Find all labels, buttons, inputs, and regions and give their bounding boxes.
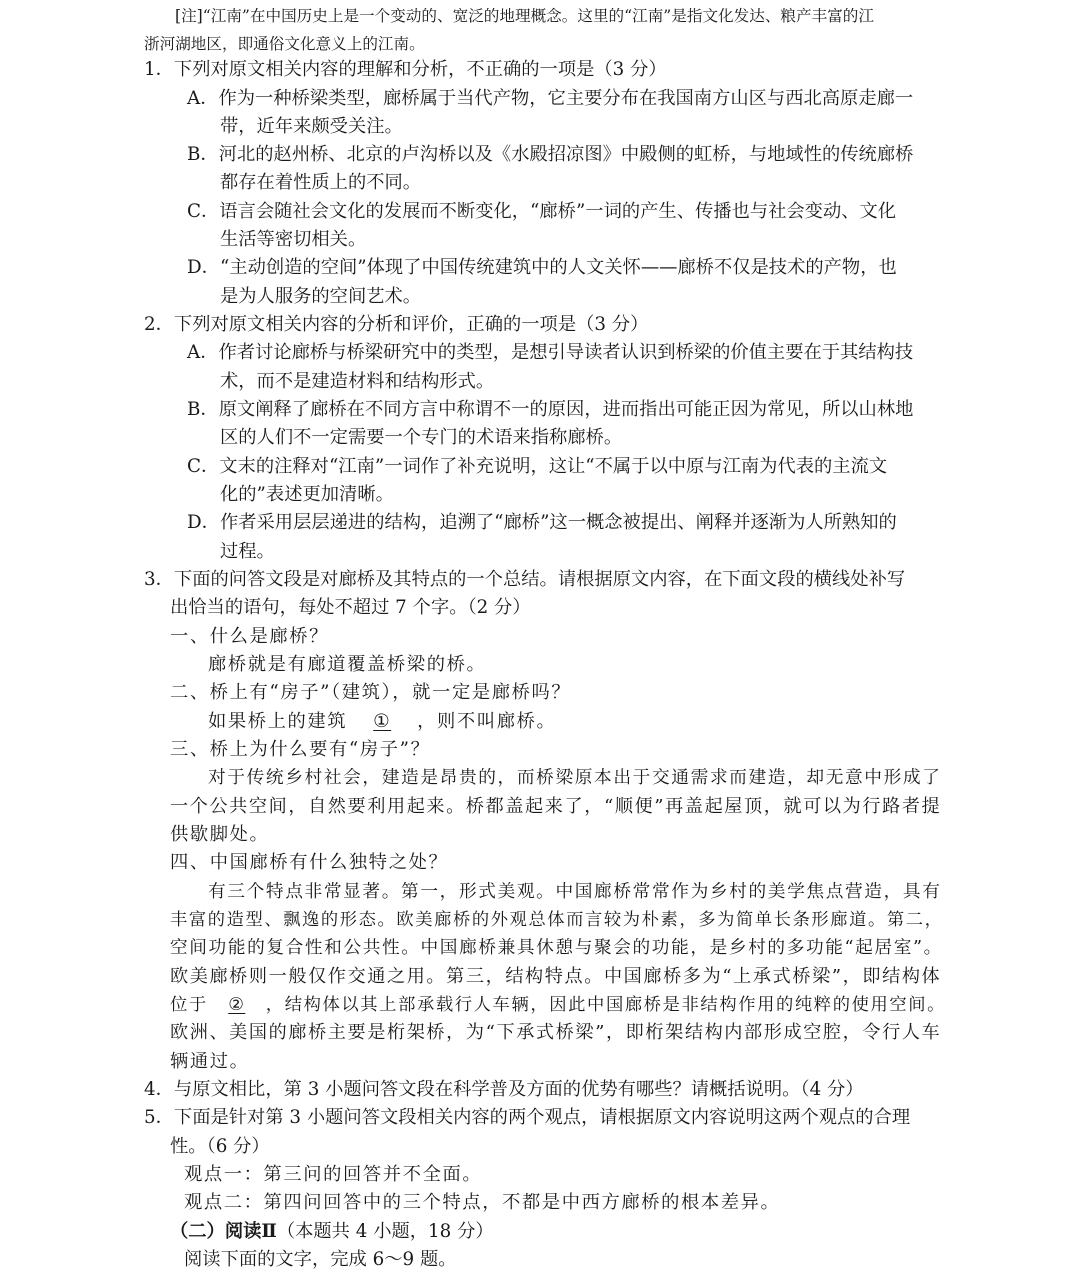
answer-blank-1[interactable]: ① <box>373 711 392 732</box>
q3-paragraph-3-line-2: 一个公共空间，自然要利用起来。桥都盖起来了，“顺便”再盖起屋顶，就可以为行路者提 <box>170 796 942 817</box>
q2-option-a-line-1: A．作者讨论廊桥与桥梁研究中的类型，是想引导读者认识到桥梁的价值主要在于其结构技 <box>187 342 914 363</box>
question-2-stem: 2．下列对原文相关内容的分析和评价，正确的一项是（3 分） <box>144 314 649 335</box>
q1-option-c-line-1: C．语言会随社会文化的发展而不断变化，“廊桥”一词的产生、传播也与社会变动、文化 <box>187 201 897 222</box>
q3-paragraph-4-after: ，结构体以其上部承载行人车辆，因此中国廊桥是非结构作用的纯粹的使用空间。 <box>265 995 947 1015</box>
question-4-stem: 4．与原文相比，第 3 小题问答文段在科学普及方面的优势有哪些？请概括说明。（4 分） <box>144 1079 864 1100</box>
q1-option-a-line-2: 带，近年来颇受关注。 <box>220 116 403 137</box>
answer-blank-2[interactable]: ② <box>228 995 246 1015</box>
q3-heading-2: 二、桥上有“房子”（建筑），就一定是廊桥吗？ <box>170 682 572 703</box>
q2-option-d-line-2: 过程。 <box>220 541 275 562</box>
q3-paragraph-4-before: 位于 <box>170 995 208 1015</box>
q2-option-a-line-2: 术，而不是建造材料和结构形式。 <box>220 371 495 392</box>
q1-option-b-line-2: 都存在着性质上的不同。 <box>220 172 422 193</box>
q1-option-d-line-2: 是为人服务的空间艺术。 <box>220 286 422 307</box>
q3-paragraph-3-line-3: 供歇脚处。 <box>170 824 270 845</box>
question-3-stem-line-1: 3．下面的问答文段是对廊桥及其特点的一个总结。请根据原文内容，在下面文段的横线处补写 <box>144 569 906 590</box>
q2-option-d-line-1: D．作者采用层层递进的结构，追溯了“廊桥”这一概念被提出、阐释并逐渐为人所熟知的 <box>187 512 897 533</box>
q2-option-b-line-2: 区的人们不一定需要一个专门的术语来指称廊桥。 <box>220 427 623 448</box>
q3-paragraph-4-line-1: 有三个特点非常显著。第一，形式美观。中国廊桥常常作为乡村的美学焦点营造，具有 <box>208 882 942 902</box>
q3-paragraph-2 <box>208 710 556 734</box>
q5-viewpoint-1: 观点一：第三问的回答并不全面。 <box>184 1164 483 1185</box>
section-instruction: 阅读下面的文字，完成 6～9 题。 <box>184 1249 457 1270</box>
q3-paragraph-4-line-7: 辆通过。 <box>170 1051 250 1072</box>
q3-paragraph-4-line-4: 欧美廊桥则一般仅作交通之用。第三，结构特点。中国廊桥多为“上承式桥梁”，即结构体 <box>170 966 942 987</box>
q3-paragraph-1: 廊桥就是有廊道覆盖桥梁的桥。 <box>208 654 487 675</box>
q2-option-c-line-2: 化的”表述更加清晰。 <box>220 484 394 505</box>
q3-paragraph-2-after: ，则不叫廊桥。 <box>417 711 557 732</box>
question-1-stem: 1．下列对原文相关内容的理解和分析，不正确的一项是（3 分） <box>144 59 667 80</box>
q3-paragraph-4-line-3: 空间功能的复合性和公共性。中国廊桥兼具休憩与聚会的功能，是乡村的多功能“起居室”。 <box>170 938 943 958</box>
section-heading-title: （二）阅读Ⅱ <box>170 1221 277 1242</box>
question-5-stem-line-2: 性。（6 分） <box>170 1136 270 1157</box>
q1-option-b-line-1: B．河北的赵州桥、北京的卢沟桥以及《水殿招凉图》中殿侧的虹桥，与地域性的传统廊桥 <box>187 144 914 165</box>
q1-option-c-line-2: 生活等密切相关。 <box>220 229 367 250</box>
q3-paragraph-3-line-1: 对于传统乡村社会，建造是昂贵的，而桥梁原本出于交通需求而建造，却无意中形成了 <box>208 768 942 788</box>
footnote-line-1: [注]“江南”在中国历史上是一个变动的、宽泛的地理概念。这里的“江南”是指文化发达、粮产丰富的江 <box>175 7 874 25</box>
q3-paragraph-4-line-5 <box>170 993 946 1017</box>
q2-option-c-line-1: C．文末的注释对“江南”一词作了补充说明，这让“不属于以中原与江南为代表的主流文 <box>187 456 888 477</box>
q3-heading-1: 一、什么是廊桥？ <box>170 626 330 647</box>
q1-option-d-line-1: D．“主动创造的空间”体现了中国传统建筑中的人文关怀——廊桥不仅是技术的产物，也 <box>187 257 897 278</box>
q2-option-b-line-1: B．原文阐释了廊桥在不同方言中称谓不一的原因，进而指出可能正因为常见，所以山林地 <box>187 399 914 420</box>
section-heading-note: （本题共 4 小题，18 分） <box>276 1221 494 1242</box>
q3-paragraph-4-line-2: 丰富的造型、飘逸的形态。欧美廊桥的外观总体而言较为朴素，多为简单长条形廊道。第二， <box>170 910 944 930</box>
footnote-line-2: 浙河湖地区，即通俗文化意义上的江南。 <box>144 35 425 53</box>
q3-heading-3: 三、桥上为什么要有“房子”？ <box>170 739 431 760</box>
q3-heading-4: 四、中国廊桥有什么独特之处？ <box>170 852 449 873</box>
section-heading <box>170 1220 494 1244</box>
q5-viewpoint-2: 观点二：第四问回答中的三个特点，不都是中西方廊桥的根本差异。 <box>184 1192 781 1213</box>
question-3-stem-line-2: 出恰当的语句，每处不超过 7 个字。（2 分） <box>170 597 531 618</box>
question-5-stem-line-1: 5．下面是针对第 3 小题问答文段相关内容的两个观点，请根据原文内容说明这两个观点的合理 <box>144 1107 911 1128</box>
q3-paragraph-2-before: 如果桥上的建筑 <box>208 711 348 732</box>
q1-option-a-line-1: A．作为一种桥梁类型，廊桥属于当代产物，它主要分布在我国南方山区与西北高原走廊一 <box>187 88 914 109</box>
q3-paragraph-4-line-6: 欧洲、美国的廊桥主要是桁架桥，为“下承式桥梁”，即桁架结构内部形成空腔，令行人车 <box>170 1022 942 1043</box>
